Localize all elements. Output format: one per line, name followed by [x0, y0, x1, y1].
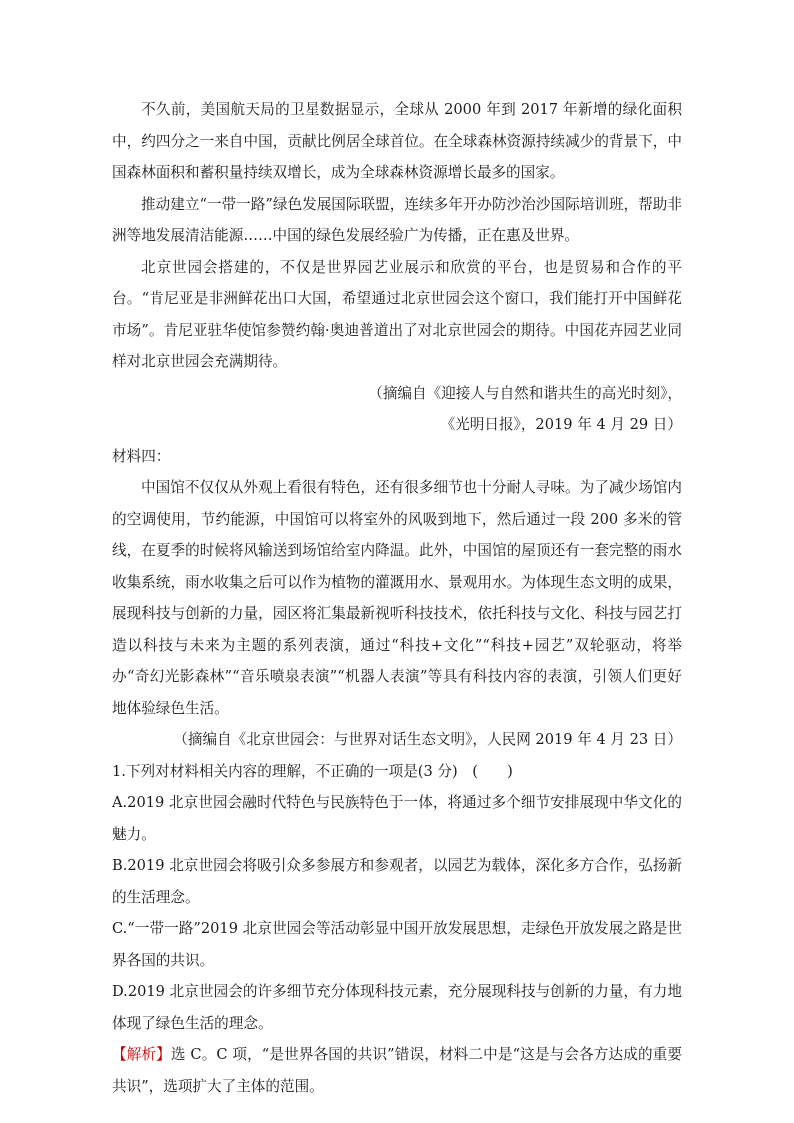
- document-body: [112, 94, 682, 1102]
- analysis-tag: 【解析】: [112, 1046, 171, 1063]
- question-option-c: C.“一带一路”2019 北京世园会等活动彰显中国开放发展思想，走绿色开放发展之路是世界各国的共识。: [112, 920, 682, 969]
- question-option-a: A.2019 北京世园会融时代特色与民族特色于一体，将通过多个细节安排展现中华文化的魅力。: [112, 794, 682, 843]
- analysis-paragraph: [112, 1039, 682, 1102]
- material-three-source-line-2: 《光明日报》，2019 年 4 月 29 日）: [440, 416, 682, 433]
- material-four-source: （摘编自《北京世园会：与世界对话生态文明》，人民网 2019 年 4 月 23 日）: [173, 731, 682, 748]
- question-option-d: D.2019 北京世园会的许多细节充分体现科技元素，充分展现科技与创新的力量，有力地体现了绿色生活的理念。: [112, 983, 682, 1032]
- material-four-label: 材料四：: [112, 447, 171, 465]
- material-three-paragraph-1: 不久前，美国航天局的卫星数据显示，全球从 2000 年到 2017 年新增的绿化面积中，约四分之一来自中国，贡献比例居全球首位。在全球森林资源持续减少的背景下，中国森林面积和蓄积量持续双增长，成为全球森林资源增长最多的国家。: [112, 101, 682, 181]
- material-three-source-line-1: （摘编自《迎接人与自然和谐共生的高光时刻》，: [368, 384, 682, 402]
- question-option-b: B.2019 北京世园会将吸引众多参展方和参观者，以园艺为载体，深化多方合作，弘扬新的生活理念。: [112, 857, 682, 906]
- question-stem: 1.下列对材料相关内容的理解，不正确的一项是(3 分) ( ): [112, 762, 513, 780]
- material-four-paragraph: 中国馆不仅仅从外观上看很有特色，还有很多细节也十分耐人寻味。为了减少场馆内的空调使用，节约能源，中国馆可以将室外的风吸到地下，然后通过一段 200 多米的管线，在夏季的时候将风输送到场馆给室内降温。此外，中国馆的屋顶还有一套完整的雨水收集系统，雨水收集之后可以作为植物的灌溉用水、景观用水。为体现生态文明的成果，展现科技与创新的力量，园区将汇集最新视听科技技术，依托科技与文化、科技与园艺打造以科技与未来为主题的系列表演，通过“科技+文化”“科技+园艺”双轮驱动，将举办“奇幻光影森林”“音乐喷泉表演”“机器人表演”等具有科技内容的表演，引领人们更好地体验绿色生活。: [112, 479, 682, 717]
- material-three-paragraph-2: 推动建立“一带一路”绿色发展国际联盟，连续多年开办防沙治沙国际培训班，帮助非洲等地发展清洁能源……中国的绿色发展经验广为传播，正在惠及世界。: [112, 195, 682, 244]
- material-three-paragraph-3: 北京世园会搭建的，不仅是世界园艺业展示和欣赏的平台，也是贸易和合作的平台。“肯尼亚是非洲鲜花出口大国，希望通过北京世园会这个窗口，我们能打开中国鲜花市场”。肯尼亚驻华使馆参赞约翰·奥迪普道出了对北京世园会的期待。中国花卉园艺业同样对北京世园会充满期待。: [112, 258, 682, 370]
- analysis-text: 选 C。C 项，“是世界各国的共识”错误，材料二中是“这是与会各方达成的重要共识”，选项扩大了主体的范围。: [112, 1046, 682, 1095]
